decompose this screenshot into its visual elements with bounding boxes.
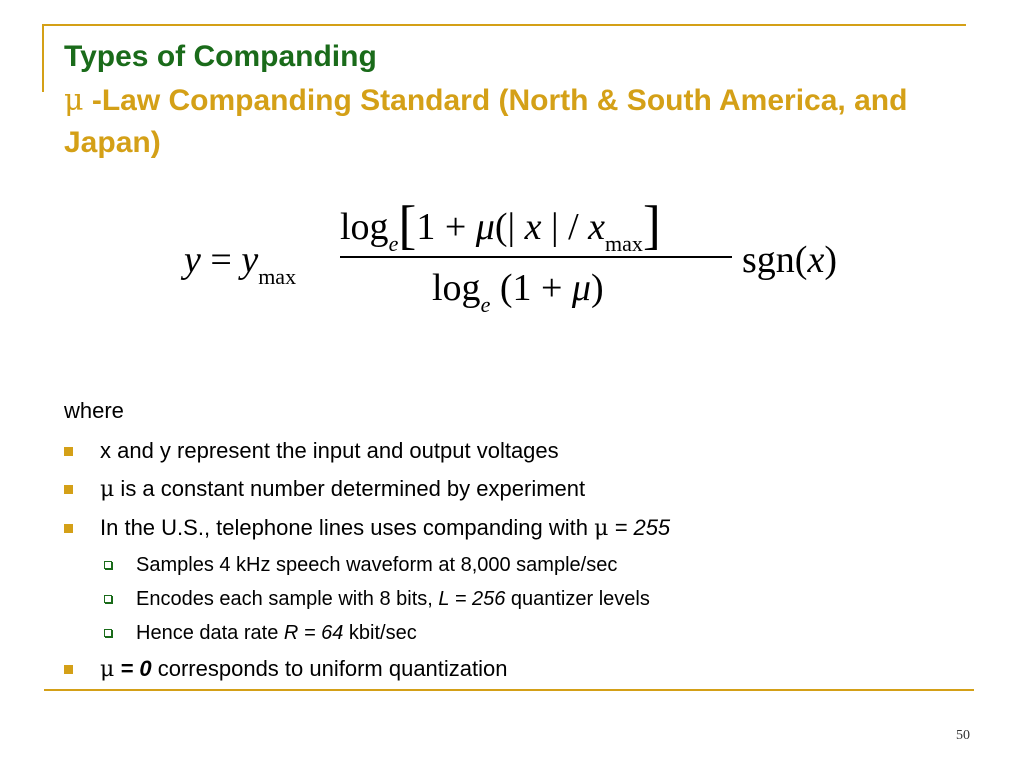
den-body: (1 + bbox=[490, 267, 572, 309]
var-y: y bbox=[184, 239, 201, 281]
abs-close-divide: | / bbox=[541, 206, 589, 248]
bullet-text: is a constant number determined by experiment bbox=[114, 476, 586, 501]
sub-bullet-item bbox=[64, 622, 964, 644]
hollow-square-bullet-icon bbox=[104, 595, 112, 603]
one: 1 bbox=[416, 206, 436, 248]
bullet-item bbox=[64, 656, 964, 683]
log-text: log bbox=[340, 206, 389, 248]
where-label: where bbox=[64, 398, 124, 423]
mu-value: = 255 bbox=[608, 515, 671, 540]
mu-symbol: μ bbox=[100, 477, 115, 502]
formula-numerator bbox=[340, 190, 661, 256]
sub-bullet-text: quantizer levels bbox=[505, 588, 650, 610]
sub-bullet-text: Encodes each sample with 8 bits, bbox=[136, 588, 439, 610]
square-bullet-icon bbox=[64, 665, 73, 674]
formula-denominator bbox=[432, 266, 604, 317]
subscript-e: e bbox=[480, 292, 491, 317]
square-bullet-icon bbox=[64, 485, 73, 494]
mu-symbol: μ bbox=[594, 516, 609, 541]
data-rate-value: R = 64 bbox=[283, 622, 344, 644]
mu-symbol: μ bbox=[475, 206, 495, 248]
close-paren: ) bbox=[591, 267, 604, 309]
mu-zero-value: = 0 bbox=[114, 656, 152, 681]
slide-title: Types of Companding bbox=[64, 40, 377, 73]
page-number: 50 bbox=[956, 728, 970, 743]
sub-bullet-item bbox=[64, 588, 964, 610]
var-x: x bbox=[524, 206, 542, 248]
close-bracket: ] bbox=[642, 195, 661, 255]
fraction-bar bbox=[340, 256, 732, 258]
slide-frame-left bbox=[42, 24, 44, 92]
formula-lhs bbox=[184, 238, 297, 289]
slide-body bbox=[64, 396, 964, 683]
slide-frame-bottom bbox=[44, 689, 974, 691]
bullet-item bbox=[64, 476, 964, 503]
mu-law-formula bbox=[170, 190, 890, 320]
formula-sgn bbox=[742, 238, 837, 282]
equals-sign: = bbox=[200, 239, 242, 281]
close-paren: ) bbox=[824, 239, 837, 281]
var-y: y bbox=[241, 239, 259, 281]
hollow-square-bullet-icon bbox=[104, 561, 112, 569]
hollow-square-bullet-icon bbox=[104, 629, 112, 637]
open-bracket: [ bbox=[398, 195, 417, 255]
sub-bullet-text: Hence data rate bbox=[136, 622, 284, 644]
bullet-text: In the U.S., telephone lines uses companding with bbox=[100, 515, 595, 540]
subscript-max: max bbox=[605, 231, 643, 256]
sub-bullet-item bbox=[64, 554, 964, 576]
quantizer-levels-value: L = 256 bbox=[438, 588, 506, 610]
subtitle-text: -Law Companding Standard (North & South America, and Japan) bbox=[64, 84, 908, 159]
var-x: x bbox=[807, 239, 825, 281]
bullet-text: corresponds to uniform quantization bbox=[151, 656, 508, 681]
mu-symbol: μ bbox=[64, 83, 84, 118]
abs-open: (| bbox=[494, 206, 525, 248]
square-bullet-icon bbox=[64, 447, 73, 456]
mu-symbol: μ bbox=[571, 267, 591, 309]
slide-frame-top bbox=[42, 24, 966, 26]
title-block bbox=[64, 40, 964, 164]
subscript-e: e bbox=[388, 231, 399, 256]
sub-bullet-text: Samples 4 kHz speech waveform at 8,000 sample/sec bbox=[136, 554, 618, 576]
bullet-item bbox=[64, 515, 964, 542]
sgn-text: sgn( bbox=[742, 239, 808, 281]
bullet-text: x and y represent the input and output voltages bbox=[100, 438, 559, 463]
bullet-item bbox=[64, 438, 964, 464]
slide-subtitle bbox=[64, 80, 964, 164]
log-text: log bbox=[432, 267, 481, 309]
subscript-max: max bbox=[258, 264, 297, 289]
mu-symbol: μ bbox=[100, 657, 115, 682]
square-bullet-icon bbox=[64, 524, 73, 533]
var-x: x bbox=[588, 206, 606, 248]
plus-sign: + bbox=[435, 206, 476, 248]
sub-bullet-text: kbit/sec bbox=[343, 622, 417, 644]
